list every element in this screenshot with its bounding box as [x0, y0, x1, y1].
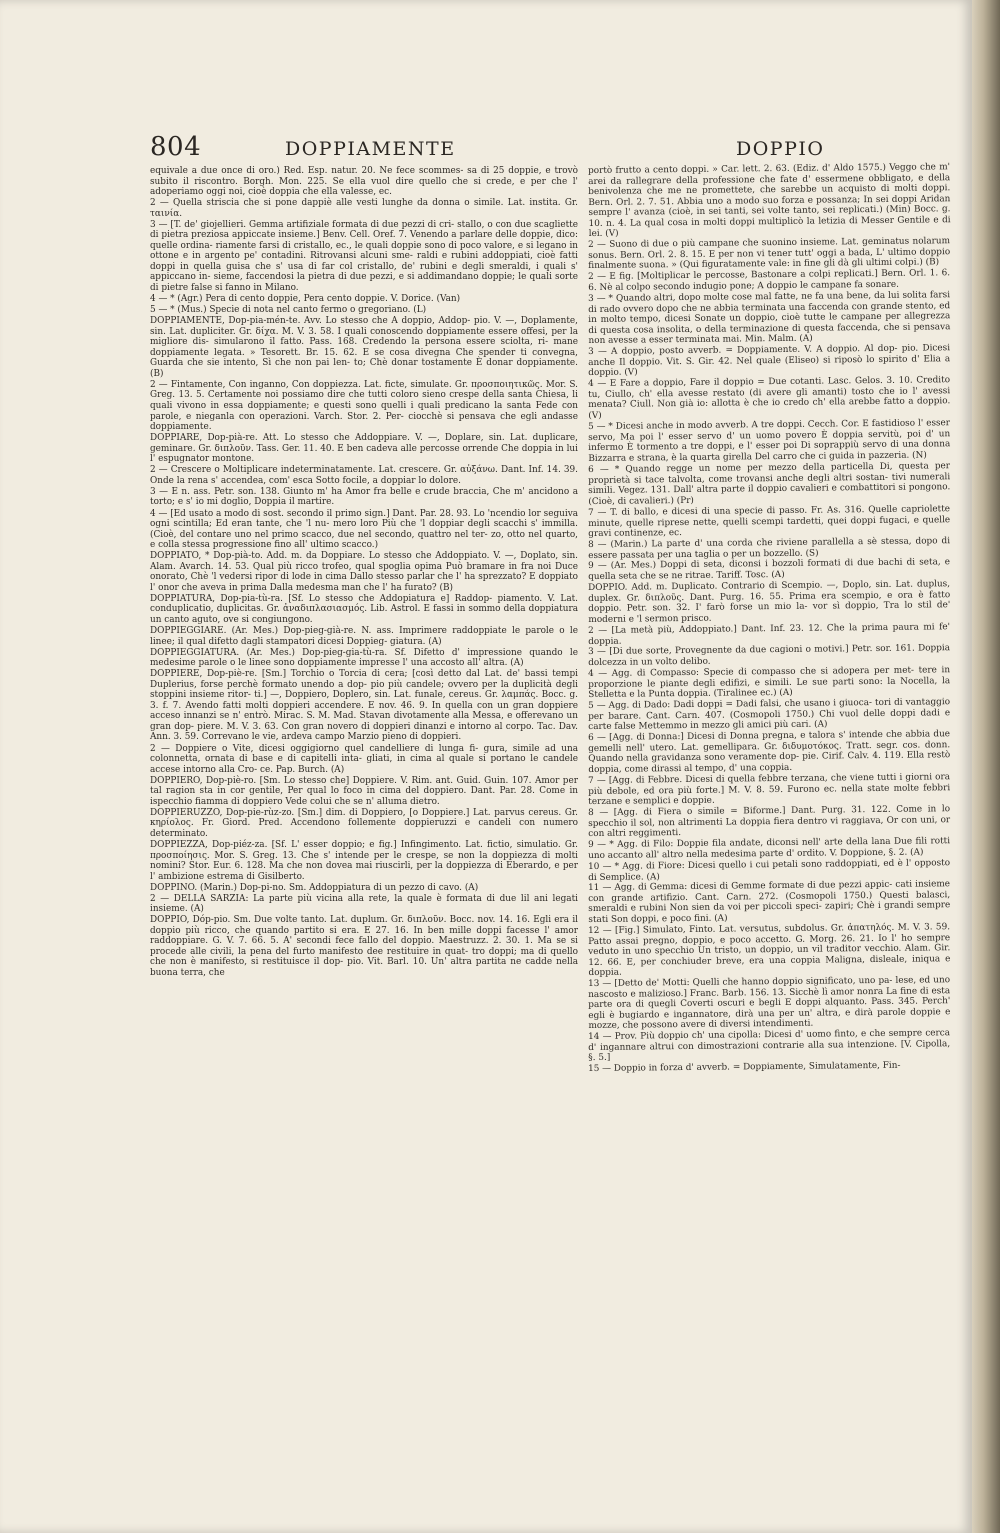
entry-paragraph: 6 — * Quando regge un nome per mezzo della particella Di, questa per proprietà si tace talvolta, come trovansi anche degli altri sostan- tivi numerali simili. Vegez. 131. Dall' altra parte il doppio cavalieri e combattitori si pongono. (Cioè, di cavalieri.) (Pr)	[588, 461, 951, 507]
entry-paragraph: DOPPIATO, * Dop-pià-to. Add. m. da Doppiare. Lo stesso che Addoppiato. V. —, Doplato, sin. Alam. Avarch. 14. 53. Qual più ricco trofeo, qual spoglia opima Può bramare in fra noi Duce onorato, Chè 'l vedersi ripor di lode in cima Dallo stesso parlar che l' ha sprezzato? E doppiato l' onor che aveva in prima Dalla medesma man che l' ha furato? (B)	[150, 551, 578, 593]
entry-paragraph: DOPPIEGGIARE. (Ar. Mes.) Dop-pieg-già-re. N. ass. Imprimere raddoppiate le parole o le linee; il qual difetto dagli stampatori dicesi Doppieg- giatura. (A)	[150, 626, 578, 647]
entry-paragraph: 15 — Doppio in forza d' avverb. = Doppiamente, Simulatamente, Fin-	[588, 1061, 901, 1075]
entry-paragraph: 6 — [Agg. di Donna:] Dicesi di Donna pregna, e talora s' intende che abbia due gemelli nell' utero. Lat. gemellipara. Gr. διδυμοτόκος. Tratt. segr. cos. donn. Quando nella gravidanza sono veramente dop- pie. Cirif. Calv. 4. 119. Ella restò doppia, come dirassi al tempo, d' una coppia.	[588, 729, 951, 775]
entry-paragraph: 2 — Crescere o Moltiplicare indeterminatamente. Lat. crescere. Gr. αὐξάνω. Dant. Inf. 14. 39. Onde la rena s' accendea, com' esca Sotto focile, a doppiar lo dolore.	[150, 465, 578, 486]
entry-paragraph: equivale a due once di oro.) Red. Esp. natur. 20. Ne fece scommes- sa di 25 doppie, e trovò subito il riscontro. Borgh. Mon. 225. Se ella vuol dire quello che si crede, e per che l' adoperiamo oggi noi, cioè doppia che ella valesse, ec.	[150, 166, 578, 198]
entry-paragraph: 13 — [Detto de' Motti: Quelli che hanno doppio significato, uno pa- lese, ed uno nascosto e malizioso.] Franc. Barb. 156. 13. Sicchè lì amor ​​nonra La fine di esta parte ora di quegli Coverti oscuri e begli E doppi alquanto. Pass. 345. Perch' egli è bugiardo e ingannatore, dirà una per un' altra, e dirà parole doppie e mozze, che possono avere di diversi intendimenti.	[588, 975, 951, 1032]
entry-paragraph: 2 — Quella striscia che si pone dappiè alle vesti lunghe da donna o simile. Lat. instita. Gr. ταινία.	[150, 198, 578, 219]
entry-paragraph: 10 — * Agg. di Fiore: Dicesi quello i cui petali sono raddoppiati, ed è l' opposto di Semplice. (A)	[588, 857, 951, 883]
entry-paragraph: 4 — [Ed usato a modo di sost. secondo il primo sign.] Dant. Par. 28. 93. Lo 'ncendio lor seguiva ogni scintilla; Ed eran tante, che 'l nu- mero loro Più che 'l doppiar degli scacchi s' immilla. (Cioè, del contare uno nel primo scacco, due nel secondo, quattro nel ter- zo, otto nel quarto, e colla stessa progressione fino all' ultimo scacco.)	[150, 508, 578, 551]
entry-paragraph: DOPPIERO, Dop-piè-ro. [Sm. Lo stesso che] Doppiere. V. Rim. ant. Guid. Guin. 107. Amor per tal ragion sta in cor gentile, Per qual lo foco in cima del doppiero. Dant. Par. 28. Come in ispecchio fiamma di doppiero Vede colui che se n' alluma dietro.	[150, 775, 578, 807]
entry-paragraph: 11 — Agg. di Gemma: dicesi di Gemme formate di due pezzi appic- cati insieme con grande artifizio. Cant. Carn. 272. (Cosmopoli 1750.) Questi balasci, smeraldi e rubini Non sien da voi per piccoli speci- zapiri; Chè i grandi sempre stati Son doppi, e poco fini. (A)	[588, 879, 951, 925]
entry-paragraph: 2 — E fig. [Moltiplicar le percosse, Bastonare a colpi replicati.] Bern. Orl. 1. 6. 6. Nè al colpo secondo indugio pone; A doppio le campane fa sonare.	[588, 268, 951, 294]
entry-paragraph: 9 — * Agg. di Filo: Doppie fila andate, diconsi nell' arte della lana Due fili rotti uno accanto all' altro nella medesima parte d' ordito. V. Doppione, §. 2. (A)	[588, 836, 951, 861]
page-edge-shadow	[972, 0, 1000, 1533]
entry-paragraph: DOPPIERUZZO, Dop-pie-rùz-zo. [Sm.] dim. di Doppiero, [o Doppiere.] Lat. parvus cereus. Gr. κηρίολος. Fr. Giord. Pred. Accendono follemente doppieruzzi e candeli con numero determinato.	[150, 807, 578, 839]
entry-paragraph: portò frutto a cento doppi. » Car. lett. 2. 63. (Ediz. d' Aldo 1575.) Veggo che m' arei da rallegrare della professione che fate d' essermene obbligato, e della benivolenza che me ne promettete, che sarebbe un acquisto di molti doppi. Bern. Orl. 2. 7. 51. Abbia uno a modo suo forza e possanza; In sei doppi Aridan sempre l' avanza (cioè, in sei tanti, sei volte tanto, sei replicati.) (Min) Bocc. g. 10. n. 4. La qual cosa in molti doppi multiplicò la letizia di Messer Gentile e di lei. (V)	[588, 162, 951, 240]
entry-paragraph: 2 — Suono di due o più campane che suonino insieme. Lat. geminatus nolarum sonus. Bern. Orl. 2. 8. 15. E per non vi tener tutt' oggi a bada, L' ultimo doppio finalmente suona. » (Qui figuratamente vale: in fine gli dà gli ultimi colpi.) (B)	[588, 236, 951, 272]
running-head-left: DOPPIAMENTE	[285, 138, 456, 160]
entry-paragraph: DOPPIO. Add. m. Duplicato. Contrario di Scempio. —, Doplo, sin. Lat. duplus, duplex. Gr. διπλοῦς. Dant. Purg. 16. 55. Prima era scempio, e ora è fatto doppio. Petr. son. 32. I' farò forse un mio la- vor sì doppio, Tra lo stil de' moderni e 'l sermon prisco.	[588, 579, 951, 625]
page-number: 804	[150, 132, 202, 162]
entry-paragraph: 12 — [Fig.] Simulato, Finto. Lat. versutus, subdolus. Gr. ἀπατηλός. M. V. 3. 59. Patto assai pregno, doppio, e poco accetto. G. Morg. 26. 21. Io l' ho sempre veduto in uno specchio Un tristo, un doppio, un vil traditor vecchio. Alam. Gir. 12. 66. E, per conchiuder breve, era una coppia Maligna, disleale, iniqua e doppia.	[588, 922, 951, 979]
entry-paragraph: 3 — E n. ass. Petr. son. 138. Giunto m' ha Amor fra belle e crude braccia, Che m' ancidono a torto; e s' io mi doglio, Doppia il martire.	[150, 486, 578, 508]
running-head-right: DOPPIO	[736, 138, 825, 160]
entry-paragraph: 3 — A doppio, posto avverb. = Doppiamente. V. A doppio. Al dop- pio. Dicesi anche Il doppio. Vit. S. Gir. 42. Nel quale (Eliseo) si riposò lo spirito d' Elia a doppio. (V)	[588, 343, 951, 379]
entry-paragraph: 5 — * (Mus.) Specie di nota nel canto fermo o gregoriano. (L)	[150, 305, 427, 316]
entry-paragraph: DOPPIAMENTE, Dop-pia-mén-te. Avv. Lo stesso che A doppio, Addop- pio. V. —, Doplamente, sin. Lat. dupliciter. Gr. δίχα. M. V. 3. 58. I quali conoscendo doppiamente essere offesi, per la migliore dis- simularono il fatto. Pass. 168. Credendo la persona essere sciolta, ri- mane doppiamente legata. » Tesorett. Br. 15. 62. E se cosa divegna Che spender ti convegna, Guarda che sie intento, Sì che non pai len- to; Chè donar tostamente È donar doppiamente. (B)	[150, 316, 578, 379]
entry-paragraph: 2 — Fintamente, Con inganno, Con doppiezza. Lat. ficte, simulate. Gr. προσποιητικῶς. Mor. S. Greg. 13. 5. Certamente noi possiamo dire che tutti coloro sieno crespe della santa Chiesa, li quali vivono in essa doppiamente; e questi sono quelli i quali predicano la santa Fede con parole, e nieganla con operazioni. Varch. Stor. 2. Per- ciocchè si pensava che egli andasse doppiamente.	[150, 379, 578, 433]
left-column	[150, 166, 578, 979]
entry-paragraph: DOPPIO, Dóp-pio. Sm. Due volte tanto. Lat. duplum. Gr. διπλοῦν. Bocc. nov. 14. 16. Egli era il doppio più ricco, che quando partito si era. E 27. 16. In ben mille doppi facesse l' amor raddoppiare. G. V. 7. 66. 5. A' secondi fece fallo del doppio. Maestruzz. 2. 30. 1. Ma se si procede alle civili, la pena del furto manifesto dee restituire in quat- tro doppi; ma di quello che non è manifesto, si restituisce il dop- pio. Vit. Barl. 10. Un' altra partita ne cadde nella buona terra, che	[150, 915, 578, 979]
entry-paragraph: DOPPIARE, Dop-pià-re. Att. Lo stesso che Addoppiare. V. —, Doplare, sin. Lat. duplicare, geminare. Gr. διπλοῦν. Tass. Ger. 11. 40. E ben cadeva alle percosse orrende Che doppia in lui l' espugnator montone.	[150, 433, 578, 465]
entry-paragraph: DOPPIEGGIATURA. (Ar. Mes.) Dop-pieg-gia-tù-ra. Sf. Difetto d' impressione quando le medesime parole o le linee sono doppiamente impresse l' una accosto all' altra. (A)	[150, 647, 578, 669]
entry-paragraph: DOPPIEZZA, Dop-piéz-za. [Sf. L' esser doppio; e fig.] Infingimento. Lat. fictio, simulatio. Gr. προσποίησις. Mor. S. Greg. 13. Che s' intende per le crespe, se non la doppiezza di molti nomini? Stor. Eur. 6. 128. Ma che non dovea mai riuscirli, per la doppiezza di Eberardo, e per l' ambizione estrema di Gisilberto.	[150, 839, 578, 882]
entry-paragraph: DOPPINO. (Marin.) Dop-pi-no. Sm. Addoppiatura di un pezzo di cavo. (A)	[150, 882, 479, 893]
entry-paragraph: 7 — T. di ballo, e dicesi di una specie di passo. Fr. As. 316. Quelle capriolette minute, quelle riprese nette, quelli scempi tardetti, quei doppi fugaci, e quelle gravi continenze, ec.	[588, 503, 951, 539]
entry-paragraph: 4 — Agg. di Compasso: Specie di compasso che si adopera per met- tere in proporzione le piante degli edifizi, e simili. Le sue parti sono: la Nocella, la Stelletta e la Punta doppia. (Tiralinee ec.) (A)	[588, 664, 951, 700]
page-header	[150, 132, 950, 166]
entry-paragraph: 7 — [Agg. di Febbre. Dicesi di quella febbre terzana, che viene tutti i giorni ora più debole, ed ora più forte.] M. V. 8. 59. Furono ec. nella state molte febbri terzane e semplici e doppie.	[588, 771, 951, 807]
entry-paragraph: 2 — DELLA SARZIA: La parte più vicina alla rete, la quale è formata di due lil ani legati insieme. (A)	[150, 893, 578, 915]
entry-paragraph: 4 — * (Agr.) Pera di cento doppie, Pera cento doppie. V. Dorice. (Van)	[150, 294, 461, 305]
entry-paragraph: 5 — Agg. di Dado: Dadi doppi = Dadi falsi, che usano i giuoca- tori di vantaggio per barare. Cant. Carn. 407. (Cosmopoli 1750.) Chi vuol delle doppi dadi e carte false Mettemmo in mezzo gli amici più cari. (A)	[588, 697, 951, 732]
entry-paragraph: 3 — * Quando altri, dopo molte cose mal fatte, ne fa una bene, da lui solita farsi di rado ovvero dopo che ne abbia terminata una faccenda con grande stento, ed in molto tempo, dicesi Sonate un doppio, cioè tutte le campane per allegrezza di questa cosa insolita, o della terminazione di questa faccenda, che si pensava non avesse a esser terminata mai. Min. Malm. (A)	[588, 290, 951, 347]
entry-paragraph: DOPPIATURA, Dop-pia-tù-ra. [Sf. Lo stesso che Addopiatura e] Raddop- piamento. V. Lat. conduplicatio, duplicitas. Gr. ἀναδιπλασιασμός. Lib. Astrol. E fassi in sommo della doppiatura un canto aguto, ove si congiungono.	[150, 593, 578, 625]
entry-paragraph: 3 — [T. de' giojellieri. Gemma artifiziale formata di due pezzi di cri- stallo, o con due scagliette di pietra preziosa appiccate insieme.] Benv. Cell. Oref. 7. Venendo a parlare delle doppie, dico: quelle ordina- riamente farsi di cristallo, ec., le quali doppie sono di poco valore, e si legano in ottone e in argento pe' contadini. Ritrovansi alcuni sme- raldi e rubini addoppiati, cioè fatti doppi in quella guisa che s' usa di far col cristallo, de' rubini e degli smeraldi, i quali s' appiccano in- sieme, faccendosi la pietra di due pezzi, e si addimandano doppie; le quali sorte di pietre false si fanno in Milano.	[150, 219, 578, 294]
entry-paragraph: 2 — [La metà più, Addoppiato.] Dant. Inf. 23. 12. Che la prima paura mi fe' doppia.	[588, 621, 951, 647]
entry-paragraph: DOPPIERE, Dop-piè-re. [Sm.] Torchio o Torcia di cera; [così detto dal Lat. de' bassi tempi Duplerius, forse perchè formato unendo a dop- pio più candele; ovvero per la duplicità degli stoppini insieme ritor- ti.] —, Doppiero, Doplero, sin. Lat. funale, cereus. Gr. λαμπάς. Bocc. g. 3. f. 7. Avendo fatti molti doppieri accendere. E nov. 46. 9. In quella con un gran doppiere acceso innanzi se n' entrò. Mirac. S. M. Mad. Stavan divotamente alla Messa, e offerevano un gran dop- piere. M. V. 3. 63. Con gran novero di doppieri dinanzi e intorno al corpo. Tac. Dav. Ann. 3. 59. Correvano le vie, ardeva campo Marzio pieno di doppieri.	[150, 669, 578, 743]
entry-paragraph: 8 — [Agg. di Fiera o simile = Biforme.] Dant. Purg. 31. 122. Come in lo specchio il sol, non altrimenti La doppia fiera dentro vi raggiava, Or con uni, or con altri reggimenti.	[588, 804, 951, 839]
entry-paragraph: 14 — Prov. Più doppio ch' una cipolla: Dicesi d' uomo finto, e che sempre cerca d' ingannare altrui con dimostrazioni contrarie alla sua intenzione. [V. Cipolla, §. 5.]	[588, 1028, 951, 1064]
right-column	[588, 162, 951, 1075]
entry-paragraph: 4 — E Fare a doppio, Fare il doppio = Due cotanti. Lasc. Gelos. 3. 10. Credito tu, Ciullo, ch' ella avesse restato (di avere gli amanti) tosto che io l' avessi menata? Ciull. Non già io: allotta è che io credo ch' ella arebbe fatto a doppio. (V)	[588, 375, 951, 422]
entry-paragraph: 9 — (Ar. Mes.) Doppi di seta, diconsi i bozzoli formati di due bachi di seta, e quella seta che se ne ritrae. Tariff. Tosc. (A)	[588, 557, 951, 582]
entry-paragraph: 2 — Doppiere o Vite, dicesi oggigiorno quel candelliere di lunga fi- gura, simile ad una colonnetta, ornata di base e di capitelli inta- gliati, in cima al quale si portano le candele accese intorno alla Cro- ce. Pap. Burch. (A)	[150, 743, 578, 775]
entry-paragraph: 8 — (Marin.) La parte d' una corda che riviene parallella a sè stessa, dopo di essere passata per una taglia o per un bozzello. (S)	[588, 535, 951, 561]
entry-paragraph: 5 — * Dicesi anche in modo avverb. A tre doppi. Cecch. Cor. E fastidioso l' esser servo, Ma poi l' esser servo d' un uomo povero È doppia servitù, poi d' un infermo È tormento a tre doppi, e l' esser poi Di soprappiù servo di una donna Bizzarra e strana, è la quarta girella Del carro che ci guida in pazzeria. (N)	[588, 418, 951, 464]
entry-paragraph: 3 — [Di due sorte, Provegnente da due cagioni o motivi.] Petr. sor. 161. Doppia dolcezza in un volto delibo.	[588, 643, 951, 668]
